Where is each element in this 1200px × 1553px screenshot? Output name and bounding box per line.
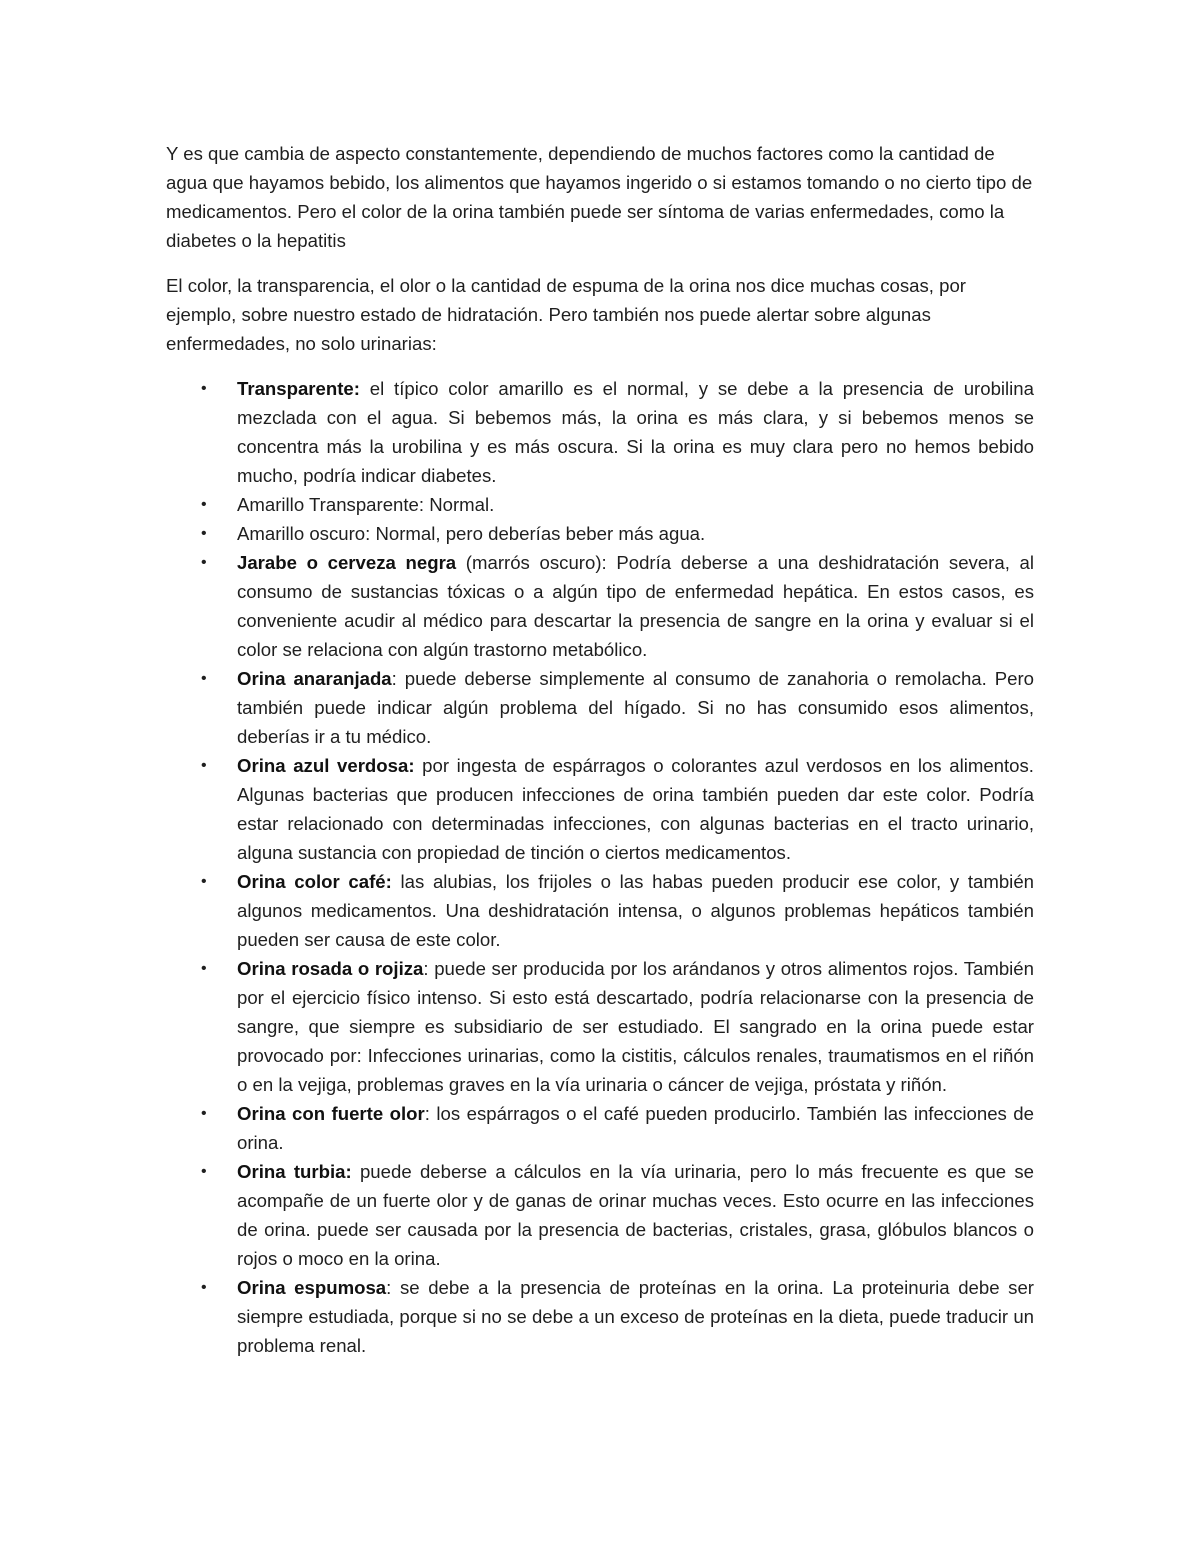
list-item-term: Jarabe o cerveza negra [237,552,457,573]
list-item-term: Orina anaranjada [237,668,392,689]
bullet-icon: • [201,670,207,687]
list-item-text: el típico color amarillo es el normal, y se debe a la presencia de urobilina mezclada con el agua. Si bebemos más, la orina es más clara, y si bebemos menos se concentra más la urobilina y es más oscura. Si la orina es muy clara pero no hemos bebido mucho, podría indicar diabetes. [237,378,1034,486]
list-item-jarabe [166,548,1034,664]
list-item-term: Orina espumosa [237,1277,387,1298]
list-item-term: Transparente: [237,378,360,399]
list-item-text: Amarillo oscuro: Normal, pero deberías beber más agua. [237,523,706,544]
document-body [166,139,1034,1360]
list-item-text: : se debe a la presencia de proteínas en la orina. La proteinuria debe ser siempre estudiada, porque si no se debe a un exceso de proteínas en la dieta, puede traducir un problema renal. [237,1277,1035,1356]
bullet-icon: • [201,757,207,774]
context-paragraph: El color, la transparencia, el olor o la cantidad de espuma de la orina nos dice muchas cosas, por ejemplo, sobre nuestro estado de hidratación. Pero también nos puede alertar sobre algunas enfermedades, no solo urinarias: [166,275,966,354]
list-item-term: Orina rosada o rojiza [237,958,424,979]
list-item-text: : puede ser producida por los arándanos y otros alimentos rojos. También por el ejercicio físico intenso. Si esto está descartado, podría relacionarse con la presencia de sangre, que siempre es subsidiario de ser estudiado. El sangrado en la orina puede estar provocado por: Infecciones urinarias, como la cistitis, cálculos renales, traumatismos en el riñón o en la vejiga, problemas graves en la vía urinaria o cáncer de vejiga, próstata y riñón. [237,958,1034,1095]
list-item-text: puede deberse a cálculos en la vía urinaria, pero lo más frecuente es que se acompañe de un fuerte olor y de ganas de orinar muchas veces. Esto ocurre en las infecciones de orina. puede ser causada por la presencia de bacterias, cristales, grasa, glóbulos blancos o rojos o moco en la orina. [237,1161,1034,1269]
list-item-term: Orina con fuerte olor [237,1103,425,1124]
list-item-text: por ingesta de espárragos o colorantes azul verdosos en los alimentos. Algunas bacterias que producen infecciones de orina también pueden dar este color. Podría estar relacionado con determinadas infecciones, con algunas bacterias en el tracto urinario, alguna sustancia con propiedad de tinción o ciertos medicamentos. [237,755,1034,863]
list-item-text: Amarillo Transparente: Normal. [237,494,495,515]
bullet-icon: • [201,1279,207,1296]
bullet-icon: • [201,1163,207,1180]
bullet-icon: • [201,554,207,571]
list-item-text: : los espárragos o el café pueden producirlo. También las infecciones de orina. [237,1103,1034,1153]
list-item-amarillo-oscuro [166,519,1034,548]
bullet-icon: • [201,496,207,513]
urine-color-list [166,374,1034,1360]
list-item-fuerte-olor [166,1099,1034,1157]
list-item-transparente [166,374,1034,490]
list-item-espumosa [166,1273,1034,1360]
list-item-anaranjada [166,664,1034,751]
intro-paragraph: Y es que cambia de aspecto constantemente, dependiendo de muchos factores como la cantidad de agua que hayamos bebido, los alimentos que hayamos ingerido o si estamos tomando o no cierto tipo de medicamentos. Pero el color de la orina también puede ser síntoma de varias enfermedades, como la diabetes o la hepatitis [166,143,1033,251]
list-item-color-cafe [166,867,1034,954]
list-item-amarillo-transparente [166,490,1034,519]
list-item-azul-verdosa [166,751,1034,867]
list-item-text: (marrós oscuro): Podría deberse a una deshidratación severa, al consumo de sustancias tóxicas o a algún tipo de enfermedad hepática. En estos casos, es conveniente acudir al médico para descartar la presencia de sangre en la orina y evaluar si el color se relaciona con algún trastorno metabólico. [237,552,1034,660]
list-item-term: Orina azul verdosa: [237,755,415,776]
list-item-term: Orina turbia: [237,1161,352,1182]
bullet-icon: • [201,1105,207,1122]
list-item-rosada-rojiza [166,954,1034,1099]
bullet-icon: • [201,873,207,890]
bullet-icon: • [201,380,207,397]
list-item-turbia [166,1157,1034,1273]
list-item-text: las alubias, los frijoles o las habas pueden producir ese color, y también algunos medicamentos. Una deshidratación intensa, o algunos problemas hepáticos también pueden ser causa de este color. [237,871,1034,950]
bullet-icon: • [201,960,207,977]
bullet-icon: • [201,525,207,542]
list-item-text: : puede deberse simplemente al consumo de zanahoria o remolacha. Pero también puede indicar algún problema del hígado. Si no has consumido esos alimentos, deberías ir a tu médico. [237,668,1034,747]
list-item-term: Orina color café: [237,871,392,892]
